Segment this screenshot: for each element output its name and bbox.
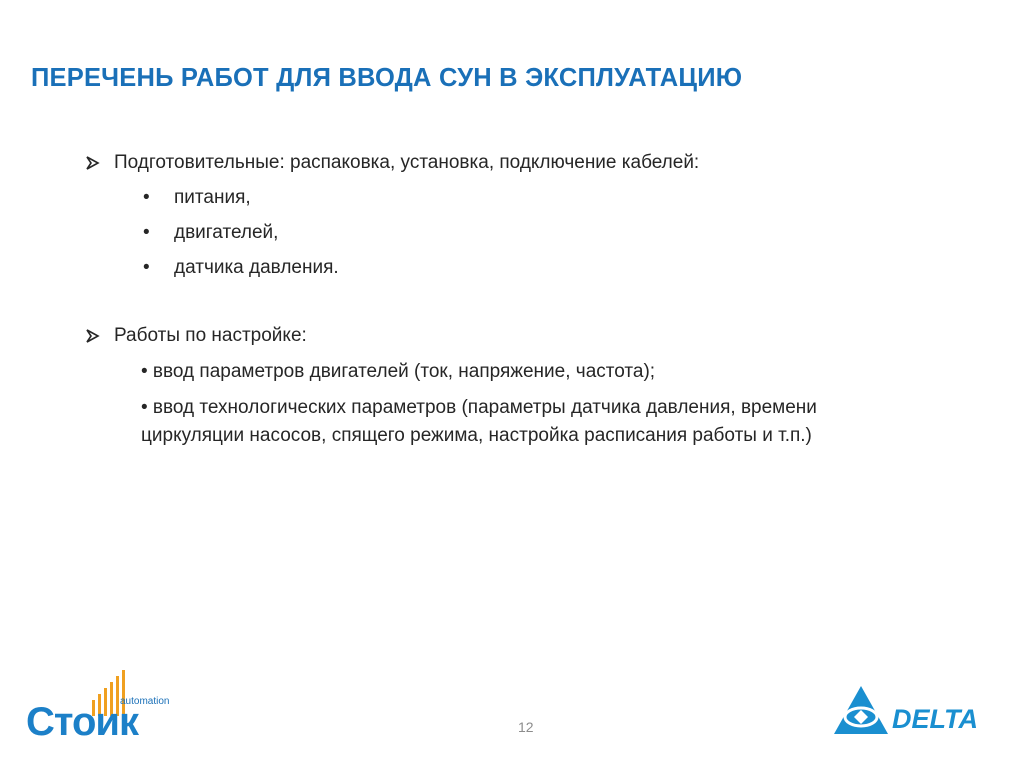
arrowhead-bullet-icon bbox=[84, 152, 102, 174]
list-item: двигателей, bbox=[174, 222, 279, 243]
slide-title: ПЕРЕЧЕНЬ РАБОТ ДЛЯ ВВОДА СУН В ЭКСПЛУАТАЦИЮ bbox=[31, 64, 743, 92]
list-item-continuation: циркуляции насосов, спящего режима, настройка расписания работы и т.п.) bbox=[141, 425, 812, 446]
logo-wordmark: Стоик bbox=[26, 700, 138, 744]
list-item: питания, bbox=[174, 187, 251, 208]
stoik-logo bbox=[26, 670, 176, 742]
section-heading-configuration: Работы по настройке: bbox=[114, 325, 307, 346]
page-number: 12 bbox=[518, 719, 534, 735]
delta-triangle-icon bbox=[832, 684, 890, 738]
round-bullet-icon: • bbox=[143, 257, 150, 278]
logo-wordmark: DELTA bbox=[892, 704, 978, 734]
round-bullet-icon: • bbox=[143, 222, 150, 243]
section-heading-preparatory: Подготовительные: распаковка, установка, подключение кабелей: bbox=[114, 152, 700, 173]
logo-subtitle: automation bbox=[120, 696, 170, 707]
list-item: • ввод параметров двигателей (ток, напряжение, частота); bbox=[141, 361, 656, 382]
round-bullet-icon: • bbox=[143, 187, 150, 208]
list-item: • ввод технологических параметров (параметры датчика давления, времени bbox=[141, 397, 817, 418]
delta-logo bbox=[832, 684, 992, 740]
arrowhead-bullet-icon bbox=[84, 325, 102, 347]
list-item: датчика давления. bbox=[174, 257, 339, 278]
